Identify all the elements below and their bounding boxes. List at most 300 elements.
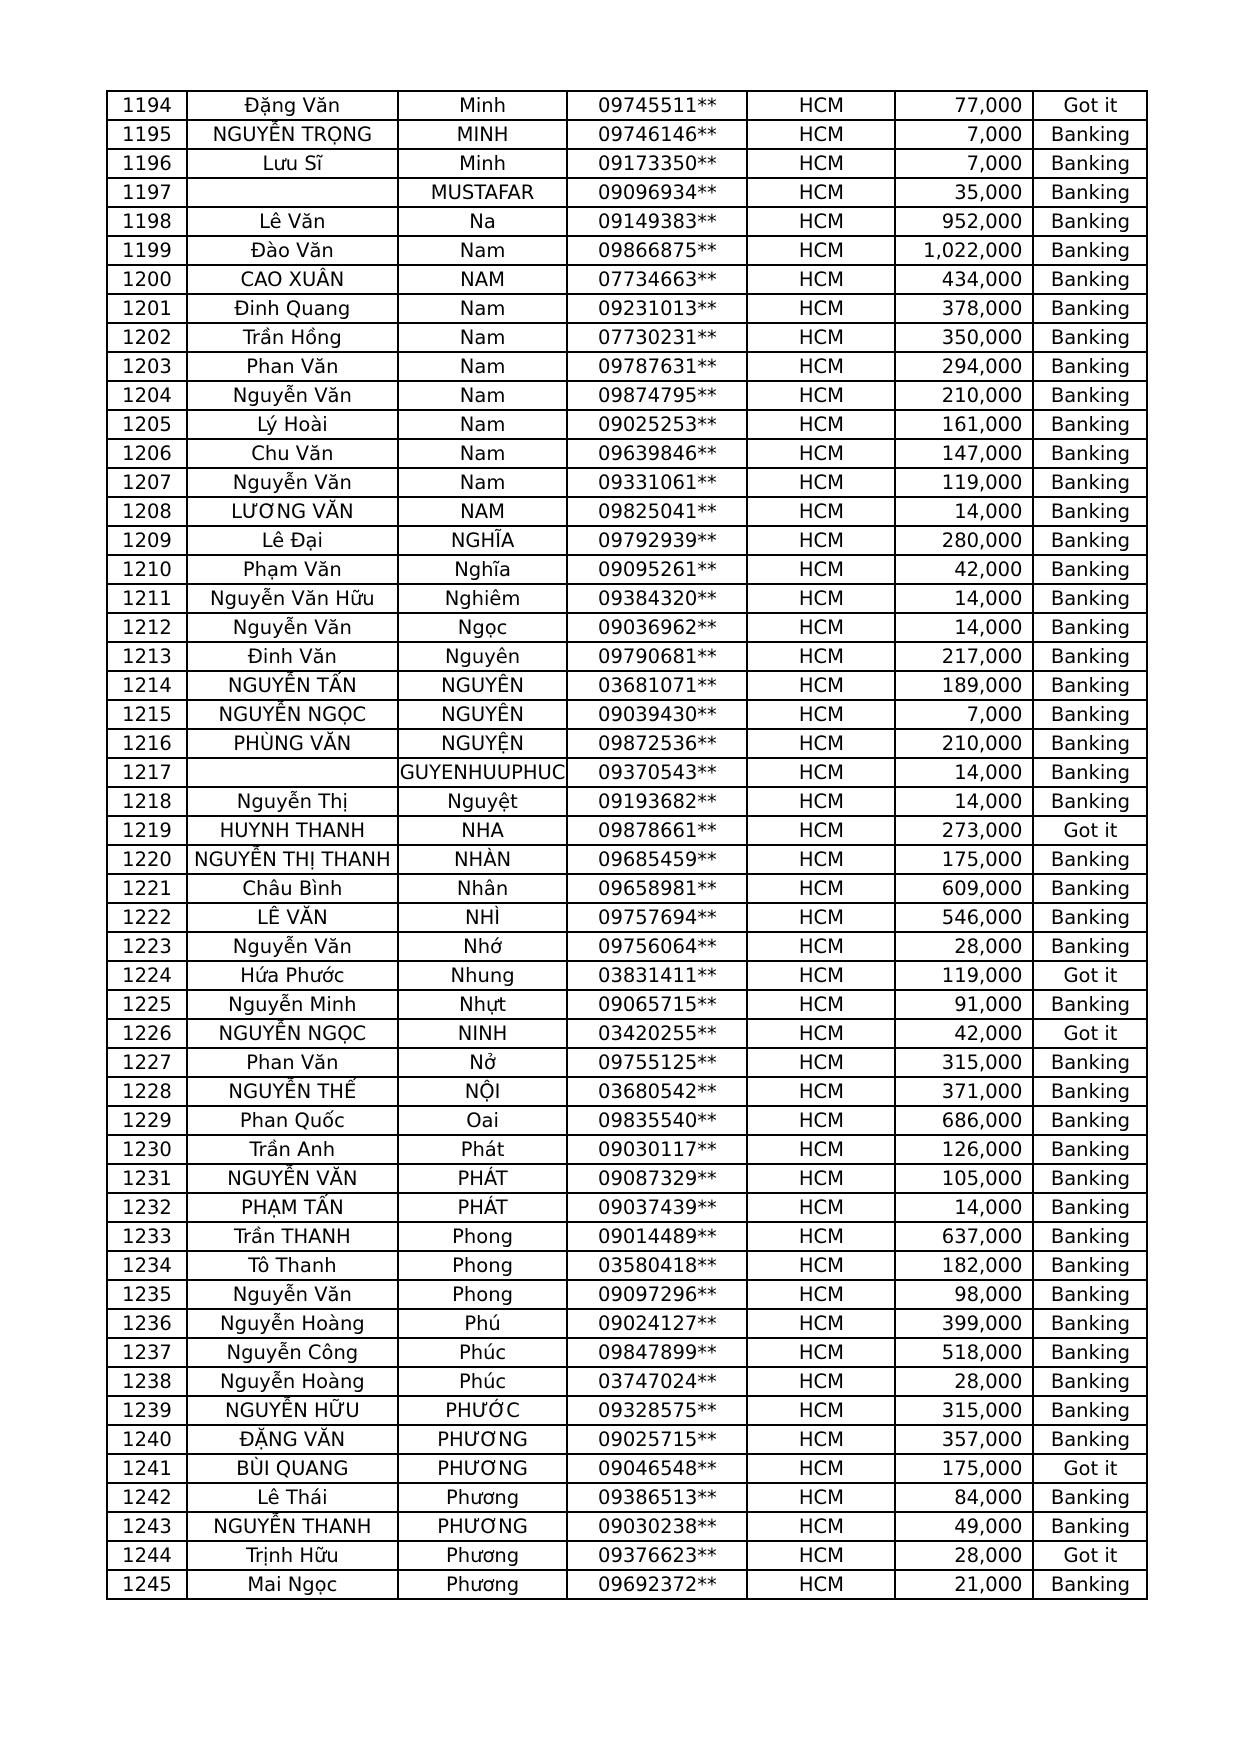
payment-method-cell: Banking <box>1033 1222 1147 1251</box>
payment-method-cell: Banking <box>1033 700 1147 729</box>
row-number: 1226 <box>107 1019 187 1048</box>
row-number: 1230 <box>107 1135 187 1164</box>
phone-cell: 09386513** <box>567 1483 747 1512</box>
table-row <box>107 1541 1147 1570</box>
given-name-cell: MUSTAFAR <box>398 178 568 207</box>
phone-cell: 09746146** <box>567 120 747 149</box>
surname-cell: ĐẶNG VĂN <box>187 1425 398 1454</box>
given-name-cell: Nam <box>398 381 568 410</box>
surname-cell: Nguyễn Văn Hữu <box>187 584 398 613</box>
payment-method-cell: Got it <box>1033 1454 1147 1483</box>
surname-cell: Phan Văn <box>187 352 398 381</box>
amount-cell: 357,000 <box>895 1425 1033 1454</box>
city-cell: HCM <box>747 1570 895 1599</box>
city-cell: HCM <box>747 1338 895 1367</box>
phone-cell: 03747024** <box>567 1367 747 1396</box>
table-row <box>107 352 1147 381</box>
city-cell: HCM <box>747 1164 895 1193</box>
amount-cell: 7,000 <box>895 149 1033 178</box>
payment-method-cell: Banking <box>1033 729 1147 758</box>
given-name-cell: Phương <box>398 1570 568 1599</box>
payment-method-cell: Banking <box>1033 1309 1147 1338</box>
given-name-cell: NAM <box>398 497 568 526</box>
payment-method-cell: Banking <box>1033 410 1147 439</box>
city-cell: HCM <box>747 642 895 671</box>
surname-cell: NGUYỄN THỊ THANH <box>187 845 398 874</box>
row-number: 1203 <box>107 352 187 381</box>
table-row <box>107 91 1147 120</box>
given-name-cell: Nghiêm <box>398 584 568 613</box>
given-name-cell: PHƯƠNG <box>398 1454 568 1483</box>
city-cell: HCM <box>747 207 895 236</box>
given-name-cell: Phú <box>398 1309 568 1338</box>
payment-method-cell: Banking <box>1033 439 1147 468</box>
phone-cell: 09025715** <box>567 1425 747 1454</box>
city-cell: HCM <box>747 526 895 555</box>
table-row <box>107 787 1147 816</box>
city-cell: HCM <box>747 584 895 613</box>
phone-cell: 09757694** <box>567 903 747 932</box>
surname-cell: Nguyễn Minh <box>187 990 398 1019</box>
payment-method-cell: Banking <box>1033 265 1147 294</box>
phone-cell: 09792939** <box>567 526 747 555</box>
phone-cell: 09096934** <box>567 178 747 207</box>
amount-cell: 14,000 <box>895 613 1033 642</box>
table-row <box>107 1512 1147 1541</box>
payment-method-cell: Banking <box>1033 642 1147 671</box>
row-number: 1194 <box>107 91 187 120</box>
table-row <box>107 381 1147 410</box>
phone-cell: 09097296** <box>567 1280 747 1309</box>
phone-cell: 03580418** <box>567 1251 747 1280</box>
given-name-cell: GUYENHUUPHUC <box>398 758 568 787</box>
phone-cell: 09847899** <box>567 1338 747 1367</box>
amount-cell: 35,000 <box>895 178 1033 207</box>
row-number: 1208 <box>107 497 187 526</box>
row-number: 1209 <box>107 526 187 555</box>
phone-cell: 09087329** <box>567 1164 747 1193</box>
city-cell: HCM <box>747 323 895 352</box>
phone-cell: 09030117** <box>567 1135 747 1164</box>
amount-cell: 119,000 <box>895 961 1033 990</box>
surname-cell: LƯƠNG VĂN <box>187 497 398 526</box>
table-row <box>107 845 1147 874</box>
surname-cell: NGUYỄN NGỌC <box>187 1019 398 1048</box>
phone-cell: 07734663** <box>567 265 747 294</box>
row-number: 1204 <box>107 381 187 410</box>
payment-method-cell: Banking <box>1033 1425 1147 1454</box>
payment-method-cell: Banking <box>1033 555 1147 584</box>
given-name-cell: Oai <box>398 1106 568 1135</box>
payment-method-cell: Got it <box>1033 1019 1147 1048</box>
phone-cell: 09835540** <box>567 1106 747 1135</box>
amount-cell: 350,000 <box>895 323 1033 352</box>
table-row <box>107 1251 1147 1280</box>
given-name-cell: Nam <box>398 236 568 265</box>
given-name-cell: Nam <box>398 410 568 439</box>
surname-cell: NGUYỄN HỮU <box>187 1396 398 1425</box>
amount-cell: 217,000 <box>895 642 1033 671</box>
given-name-cell: PHÁT <box>398 1164 568 1193</box>
row-number: 1238 <box>107 1367 187 1396</box>
given-name-cell: NAM <box>398 265 568 294</box>
phone-cell: 09149383** <box>567 207 747 236</box>
city-cell: HCM <box>747 555 895 584</box>
surname-cell: Nguyễn Văn <box>187 468 398 497</box>
row-number: 1236 <box>107 1309 187 1338</box>
row-number: 1220 <box>107 845 187 874</box>
table-row <box>107 439 1147 468</box>
row-number: 1231 <box>107 1164 187 1193</box>
table-row <box>107 236 1147 265</box>
table-row <box>107 1077 1147 1106</box>
table-row <box>107 1048 1147 1077</box>
given-name-cell: Minh <box>398 91 568 120</box>
table-row <box>107 729 1147 758</box>
table-row <box>107 1570 1147 1599</box>
surname-cell: CAO XUÂN <box>187 265 398 294</box>
city-cell: HCM <box>747 1077 895 1106</box>
amount-cell: 637,000 <box>895 1222 1033 1251</box>
table-row <box>107 526 1147 555</box>
surname-cell: Trần THANH <box>187 1222 398 1251</box>
table-row <box>107 1019 1147 1048</box>
row-number: 1200 <box>107 265 187 294</box>
phone-cell: 07730231** <box>567 323 747 352</box>
surname-cell: Tô Thanh <box>187 1251 398 1280</box>
surname-cell: NGUYỄN NGỌC <box>187 700 398 729</box>
payment-method-cell: Banking <box>1033 352 1147 381</box>
amount-cell: 49,000 <box>895 1512 1033 1541</box>
city-cell: HCM <box>747 932 895 961</box>
phone-cell: 09231013** <box>567 294 747 323</box>
amount-cell: 91,000 <box>895 990 1033 1019</box>
payment-method-cell: Banking <box>1033 1077 1147 1106</box>
table-row <box>107 1483 1147 1512</box>
city-cell: HCM <box>747 1425 895 1454</box>
city-cell: HCM <box>747 294 895 323</box>
surname-cell: Lê Thái <box>187 1483 398 1512</box>
surname-cell: Đặng Văn <box>187 91 398 120</box>
city-cell: HCM <box>747 410 895 439</box>
city-cell: HCM <box>747 1106 895 1135</box>
surname-cell: Nguyễn Văn <box>187 1280 398 1309</box>
table-row <box>107 932 1147 961</box>
phone-cell: 09328575** <box>567 1396 747 1425</box>
surname-cell: Trần Anh <box>187 1135 398 1164</box>
amount-cell: 42,000 <box>895 555 1033 584</box>
city-cell: HCM <box>747 120 895 149</box>
amount-cell: 182,000 <box>895 1251 1033 1280</box>
table-row <box>107 1338 1147 1367</box>
amount-cell: 14,000 <box>895 787 1033 816</box>
amount-cell: 189,000 <box>895 671 1033 700</box>
payment-method-cell: Got it <box>1033 1541 1147 1570</box>
payment-method-cell: Banking <box>1033 613 1147 642</box>
table-row <box>107 961 1147 990</box>
amount-cell: 378,000 <box>895 294 1033 323</box>
payment-method-cell: Banking <box>1033 1367 1147 1396</box>
row-number: 1214 <box>107 671 187 700</box>
given-name-cell: Nhân <box>398 874 568 903</box>
city-cell: HCM <box>747 1048 895 1077</box>
table-row <box>107 1222 1147 1251</box>
payment-method-cell: Banking <box>1033 120 1147 149</box>
city-cell: HCM <box>747 236 895 265</box>
payment-method-cell: Banking <box>1033 758 1147 787</box>
amount-cell: 546,000 <box>895 903 1033 932</box>
table-row <box>107 1280 1147 1309</box>
given-name-cell: NHÌ <box>398 903 568 932</box>
amount-cell: 98,000 <box>895 1280 1033 1309</box>
city-cell: HCM <box>747 439 895 468</box>
surname-cell: PHÙNG VĂN <box>187 729 398 758</box>
amount-cell: 371,000 <box>895 1077 1033 1106</box>
given-name-cell: Phương <box>398 1483 568 1512</box>
row-number: 1206 <box>107 439 187 468</box>
given-name-cell: NGUYÊN <box>398 671 568 700</box>
given-name-cell: Nam <box>398 439 568 468</box>
phone-cell: 09046548** <box>567 1454 747 1483</box>
given-name-cell: NHA <box>398 816 568 845</box>
surname-cell: NGUYỄN THANH <box>187 1512 398 1541</box>
phone-cell: 03681071** <box>567 671 747 700</box>
city-cell: HCM <box>747 149 895 178</box>
table-row <box>107 816 1147 845</box>
row-number: 1227 <box>107 1048 187 1077</box>
given-name-cell: Nam <box>398 352 568 381</box>
given-name-cell: Nam <box>398 323 568 352</box>
city-cell: HCM <box>747 1280 895 1309</box>
city-cell: HCM <box>747 1222 895 1251</box>
surname-cell: Trần Hồng <box>187 323 398 352</box>
phone-cell: 09036962** <box>567 613 747 642</box>
city-cell: HCM <box>747 613 895 642</box>
phone-cell: 09173350** <box>567 149 747 178</box>
city-cell: HCM <box>747 1135 895 1164</box>
payment-method-cell: Banking <box>1033 932 1147 961</box>
table-row <box>107 497 1147 526</box>
amount-cell: 315,000 <box>895 1048 1033 1077</box>
row-number: 1228 <box>107 1077 187 1106</box>
given-name-cell: NGUYÊN <box>398 700 568 729</box>
row-number: 1243 <box>107 1512 187 1541</box>
given-name-cell: Na <box>398 207 568 236</box>
row-number: 1239 <box>107 1396 187 1425</box>
payment-method-cell: Banking <box>1033 1193 1147 1222</box>
table-row <box>107 410 1147 439</box>
amount-cell: 105,000 <box>895 1164 1033 1193</box>
phone-cell: 09037439** <box>567 1193 747 1222</box>
amount-cell: 686,000 <box>895 1106 1033 1135</box>
surname-cell: Đinh Quang <box>187 294 398 323</box>
surname-cell: Lê Đại <box>187 526 398 555</box>
city-cell: HCM <box>747 1512 895 1541</box>
city-cell: HCM <box>747 1309 895 1338</box>
row-number: 1244 <box>107 1541 187 1570</box>
payment-method-cell: Banking <box>1033 1135 1147 1164</box>
surname-cell: BÙI QUANG <box>187 1454 398 1483</box>
phone-cell: 09639846** <box>567 439 747 468</box>
row-number: 1205 <box>107 410 187 439</box>
given-name-cell: PHƯƠNG <box>398 1425 568 1454</box>
phone-cell: 09014489** <box>567 1222 747 1251</box>
payment-method-cell: Banking <box>1033 845 1147 874</box>
surname-cell: NGUYỄN TẤN <box>187 671 398 700</box>
phone-cell: 09658981** <box>567 874 747 903</box>
phone-cell: 09874795** <box>567 381 747 410</box>
city-cell: HCM <box>747 1454 895 1483</box>
row-number: 1245 <box>107 1570 187 1599</box>
table-row <box>107 149 1147 178</box>
city-cell: HCM <box>747 1193 895 1222</box>
amount-cell: 273,000 <box>895 816 1033 845</box>
payment-method-cell: Banking <box>1033 584 1147 613</box>
payment-method-cell: Banking <box>1033 1512 1147 1541</box>
amount-cell: 14,000 <box>895 1193 1033 1222</box>
phone-cell: 09790681** <box>567 642 747 671</box>
given-name-cell: NGUYỆN <box>398 729 568 758</box>
row-number: 1242 <box>107 1483 187 1512</box>
payment-method-cell: Banking <box>1033 294 1147 323</box>
row-number: 1207 <box>107 468 187 497</box>
table-row <box>107 584 1147 613</box>
phone-cell: 09376623** <box>567 1541 747 1570</box>
amount-cell: 28,000 <box>895 1367 1033 1396</box>
row-number: 1217 <box>107 758 187 787</box>
surname-cell: Nguyễn Văn <box>187 381 398 410</box>
surname-cell: LÊ VĂN <box>187 903 398 932</box>
payment-method-cell: Banking <box>1033 468 1147 497</box>
row-number: 1235 <box>107 1280 187 1309</box>
city-cell: HCM <box>747 816 895 845</box>
row-number: 1197 <box>107 178 187 207</box>
amount-cell: 952,000 <box>895 207 1033 236</box>
given-name-cell: NỘI <box>398 1077 568 1106</box>
payment-method-cell: Banking <box>1033 323 1147 352</box>
payment-method-cell: Banking <box>1033 990 1147 1019</box>
payment-method-cell: Banking <box>1033 178 1147 207</box>
payment-method-cell: Banking <box>1033 874 1147 903</box>
amount-cell: 7,000 <box>895 700 1033 729</box>
payment-method-cell: Banking <box>1033 207 1147 236</box>
given-name-cell: Minh <box>398 149 568 178</box>
surname-cell: NGUYỄN VĂN <box>187 1164 398 1193</box>
winners-table <box>106 90 1148 1600</box>
payment-method-cell: Banking <box>1033 381 1147 410</box>
phone-cell: 09756064** <box>567 932 747 961</box>
city-cell: HCM <box>747 845 895 874</box>
surname-cell: Phạm Văn <box>187 555 398 584</box>
row-number: 1224 <box>107 961 187 990</box>
amount-cell: 161,000 <box>895 410 1033 439</box>
given-name-cell: Phúc <box>398 1367 568 1396</box>
payment-method-cell: Banking <box>1033 1048 1147 1077</box>
payment-method-cell: Banking <box>1033 1396 1147 1425</box>
table-row <box>107 1193 1147 1222</box>
payment-method-cell: Banking <box>1033 1106 1147 1135</box>
table-row <box>107 468 1147 497</box>
phone-cell: 09685459** <box>567 845 747 874</box>
surname-cell: Chu Văn <box>187 439 398 468</box>
table-row <box>107 1135 1147 1164</box>
amount-cell: 84,000 <box>895 1483 1033 1512</box>
phone-cell: 09065715** <box>567 990 747 1019</box>
table-row <box>107 613 1147 642</box>
city-cell: HCM <box>747 700 895 729</box>
surname-cell: NGUYỄN TRỌNG <box>187 120 398 149</box>
amount-cell: 14,000 <box>895 497 1033 526</box>
amount-cell: 7,000 <box>895 120 1033 149</box>
table-row <box>107 1309 1147 1338</box>
city-cell: HCM <box>747 903 895 932</box>
surname-cell <box>187 758 398 787</box>
payment-method-cell: Banking <box>1033 1280 1147 1309</box>
surname-cell: Đinh Văn <box>187 642 398 671</box>
row-number: 1202 <box>107 323 187 352</box>
surname-cell: Châu Bình <box>187 874 398 903</box>
row-number: 1211 <box>107 584 187 613</box>
given-name-cell: Phương <box>398 1541 568 1570</box>
surname-cell <box>187 178 398 207</box>
table-row <box>107 323 1147 352</box>
surname-cell: Phan Văn <box>187 1048 398 1077</box>
amount-cell: 609,000 <box>895 874 1033 903</box>
amount-cell: 434,000 <box>895 265 1033 294</box>
table-row <box>107 1425 1147 1454</box>
city-cell: HCM <box>747 961 895 990</box>
payment-method-cell: Banking <box>1033 671 1147 700</box>
table-row <box>107 120 1147 149</box>
phone-cell: 09745511** <box>567 91 747 120</box>
city-cell: HCM <box>747 265 895 294</box>
amount-cell: 280,000 <box>895 526 1033 555</box>
surname-cell: Lý Hoài <box>187 410 398 439</box>
row-number: 1219 <box>107 816 187 845</box>
amount-cell: 28,000 <box>895 932 1033 961</box>
amount-cell: 42,000 <box>895 1019 1033 1048</box>
phone-cell: 09872536** <box>567 729 747 758</box>
surname-cell: Lưu Sĩ <box>187 149 398 178</box>
phone-cell: 09024127** <box>567 1309 747 1338</box>
surname-cell: Nguyễn Văn <box>187 613 398 642</box>
city-cell: HCM <box>747 91 895 120</box>
amount-cell: 210,000 <box>895 381 1033 410</box>
payment-method-cell: Banking <box>1033 787 1147 816</box>
given-name-cell: Nhựt <box>398 990 568 1019</box>
row-number: 1240 <box>107 1425 187 1454</box>
table-row <box>107 1106 1147 1135</box>
amount-cell: 119,000 <box>895 468 1033 497</box>
phone-cell: 09095261** <box>567 555 747 584</box>
amount-cell: 399,000 <box>895 1309 1033 1338</box>
surname-cell: Lê Văn <box>187 207 398 236</box>
city-cell: HCM <box>747 381 895 410</box>
city-cell: HCM <box>747 1251 895 1280</box>
table-row <box>107 758 1147 787</box>
city-cell: HCM <box>747 787 895 816</box>
row-number: 1233 <box>107 1222 187 1251</box>
table-row <box>107 294 1147 323</box>
table-row <box>107 207 1147 236</box>
surname-cell: Mai Ngọc <box>187 1570 398 1599</box>
row-number: 1237 <box>107 1338 187 1367</box>
payment-method-cell: Banking <box>1033 1338 1147 1367</box>
amount-cell: 14,000 <box>895 584 1033 613</box>
amount-cell: 1,022,000 <box>895 236 1033 265</box>
phone-cell: 09039430** <box>567 700 747 729</box>
given-name-cell: Nghĩa <box>398 555 568 584</box>
